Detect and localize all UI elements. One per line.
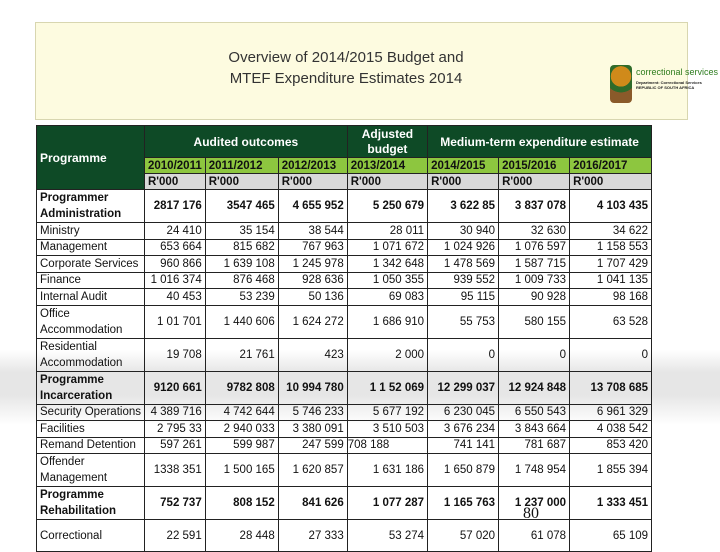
value-cell: 767 963 [278, 239, 347, 256]
programme-label: Programme Rehabilitation [37, 487, 145, 520]
value-cell: 1 650 879 [428, 454, 499, 487]
value-cell: 90 928 [499, 289, 570, 306]
value-cell: 30 940 [428, 223, 499, 240]
page-number: 80 [523, 505, 539, 522]
table-row [37, 239, 652, 256]
value-cell: 1 855 394 [570, 454, 652, 487]
value-cell: 38 544 [278, 223, 347, 240]
value-cell: 98 168 [570, 289, 652, 306]
title-banner [35, 22, 719, 120]
value-cell: 28 448 [205, 520, 278, 552]
table-row [37, 190, 652, 223]
value-cell: 63 528 [570, 305, 652, 338]
value-cell: 12 299 037 [428, 371, 499, 404]
value-cell: 781 687 [499, 437, 570, 454]
value-cell: 599 987 [205, 437, 278, 454]
value-cell: 55 753 [428, 305, 499, 338]
value-cell: 423 [278, 338, 347, 371]
slide-title [186, 47, 506, 89]
table-row [37, 421, 652, 438]
coat-of-arms-icon [610, 65, 632, 103]
value-cell: 22 591 [145, 520, 206, 552]
value-cell: 1 024 926 [428, 239, 499, 256]
programme-label: Programmer Administration [37, 190, 145, 223]
value-cell: 808 152 [205, 487, 278, 520]
value-cell: 24 410 [145, 223, 206, 240]
programme-label: Programme Incarceration [37, 371, 145, 404]
value-cell: 1 041 135 [570, 272, 652, 289]
value-cell: 0 [499, 338, 570, 371]
unit-header: R'000 [205, 174, 278, 190]
value-cell: 1 016 374 [145, 272, 206, 289]
value-cell: 939 552 [428, 272, 499, 289]
programme-label: Management [37, 239, 145, 256]
unit-header: R'000 [145, 174, 206, 190]
table-row [37, 437, 652, 454]
value-cell: 1 587 715 [499, 256, 570, 273]
programme-label: Facilities [37, 421, 145, 438]
value-cell: 57 020 [428, 520, 499, 552]
value-cell: 61 078 [499, 520, 570, 552]
table-row [37, 289, 652, 306]
table-row [37, 272, 652, 289]
value-cell: 1338 351 [145, 454, 206, 487]
year-header: 2014/2015 [428, 158, 499, 174]
value-cell: 2 000 [347, 338, 427, 371]
programme-label: Offender Management [37, 454, 145, 487]
unit-header: R'000 [278, 174, 347, 190]
value-cell: 3 510 503 [347, 421, 427, 438]
value-cell: 1 237 000 [499, 487, 570, 520]
programme-label: Security Operations [37, 404, 145, 421]
value-cell: 1 245 978 [278, 256, 347, 273]
value-cell: 597 261 [145, 437, 206, 454]
value-cell: 580 155 [499, 305, 570, 338]
value-cell: 841 626 [278, 487, 347, 520]
value-cell: 1 440 606 [205, 305, 278, 338]
value-cell: 752 737 [145, 487, 206, 520]
programme-label: Remand Detention [37, 437, 145, 454]
value-cell: 4 389 716 [145, 404, 206, 421]
value-cell: 2817 176 [145, 190, 206, 223]
value-cell: 1 478 569 [428, 256, 499, 273]
value-cell: 1 071 672 [347, 239, 427, 256]
year-header: 2010/2011 [145, 158, 206, 174]
value-cell: 69 083 [347, 289, 427, 306]
programme-label: Ministry [37, 223, 145, 240]
value-cell: 1 165 763 [428, 487, 499, 520]
table-row [37, 487, 652, 520]
value-cell: 1 158 553 [570, 239, 652, 256]
value-cell: 2 940 033 [205, 421, 278, 438]
value-cell: 3 676 234 [428, 421, 499, 438]
table-row [37, 404, 652, 421]
value-cell: 35 154 [205, 223, 278, 240]
value-cell: 1 342 648 [347, 256, 427, 273]
unit-header: R'000 [499, 174, 570, 190]
year-header: 2015/2016 [499, 158, 570, 174]
programme-label: Finance [37, 272, 145, 289]
year-header: 2013/2014 [347, 158, 427, 174]
value-cell: 6 230 045 [428, 404, 499, 421]
value-cell: 5 746 233 [278, 404, 347, 421]
value-cell: 928 636 [278, 272, 347, 289]
value-cell: 21 761 [205, 338, 278, 371]
value-cell: 13 708 685 [570, 371, 652, 404]
table-row [37, 371, 652, 404]
mtef-header: Medium-term expenditure estimate [428, 126, 652, 158]
value-cell: 5 250 679 [347, 190, 427, 223]
value-cell: 1 748 954 [499, 454, 570, 487]
value-cell: 1 333 451 [570, 487, 652, 520]
value-cell: 1 707 429 [570, 256, 652, 273]
value-cell: 3547 465 [205, 190, 278, 223]
value-cell: 1 076 597 [499, 239, 570, 256]
adjusted-budget-header: Adjusted budget [347, 126, 427, 158]
value-cell: 10 994 780 [278, 371, 347, 404]
unit-header: R'000 [347, 174, 427, 190]
title-line-2: MTEF Expenditure Estimates 2014 [229, 70, 463, 87]
audited-outcomes-header: Audited outcomes [145, 126, 348, 158]
year-header: 2016/2017 [570, 158, 652, 174]
value-cell: 27 333 [278, 520, 347, 552]
value-cell: 95 115 [428, 289, 499, 306]
value-cell: 32 630 [499, 223, 570, 240]
value-cell: 3 837 078 [499, 190, 570, 223]
value-cell: 2 795 33 [145, 421, 206, 438]
value-cell: 1 620 857 [278, 454, 347, 487]
value-cell: 1 050 355 [347, 272, 427, 289]
title-line-1: Overview of 2014/2015 Budget and [228, 49, 464, 66]
value-cell: 1 009 733 [499, 272, 570, 289]
value-cell: 1 686 910 [347, 305, 427, 338]
value-cell: 1 1 52 069 [347, 371, 427, 404]
value-cell: 5 677 192 [347, 404, 427, 421]
programme-label: Internal Audit [37, 289, 145, 306]
value-cell: 50 136 [278, 289, 347, 306]
value-cell: 853 420 [570, 437, 652, 454]
logo-subtitle: Department: Correctional Services REPUBLIC OF SOUTH AFRICA [636, 80, 702, 90]
value-cell: 1 631 186 [347, 454, 427, 487]
value-cell: 4 742 644 [205, 404, 278, 421]
year-header: 2011/2012 [205, 158, 278, 174]
value-cell: 65 109 [570, 520, 652, 552]
value-cell: 4 103 435 [570, 190, 652, 223]
programme-label: Residential Accommodation [37, 338, 145, 371]
programme-label: Correctional [37, 520, 145, 552]
value-cell: 247 599 [278, 437, 347, 454]
table-row [37, 454, 652, 487]
year-header: 2012/2013 [278, 158, 347, 174]
value-cell: 40 453 [145, 289, 206, 306]
logo-brand: correctional services [636, 67, 719, 77]
value-cell: 3 380 091 [278, 421, 347, 438]
value-cell: 815 682 [205, 239, 278, 256]
table-row [37, 305, 652, 338]
value-cell: 6 550 543 [499, 404, 570, 421]
value-cell: 1 500 165 [205, 454, 278, 487]
value-cell: 1 639 108 [205, 256, 278, 273]
value-cell: 876 468 [205, 272, 278, 289]
value-cell: 28 011 [347, 223, 427, 240]
value-cell: 53 274 [347, 520, 427, 552]
unit-header: R'000 [428, 174, 499, 190]
value-cell: 1 624 272 [278, 305, 347, 338]
value-cell: 4 655 952 [278, 190, 347, 223]
value-cell: 960 866 [145, 256, 206, 273]
value-cell: 1 01 701 [145, 305, 206, 338]
value-cell: 708 188 [347, 437, 427, 454]
value-cell: 1 077 287 [347, 487, 427, 520]
value-cell: 34 622 [570, 223, 652, 240]
table-row [37, 223, 652, 240]
programme-label: Office Accommodation [37, 305, 145, 338]
value-cell: 53 239 [205, 289, 278, 306]
correctional-services-logo [610, 65, 720, 105]
budget-table [36, 125, 652, 552]
value-cell: 4 038 542 [570, 421, 652, 438]
unit-header: R'000 [570, 174, 652, 190]
value-cell: 3 843 664 [499, 421, 570, 438]
value-cell: 19 708 [145, 338, 206, 371]
value-cell: 741 141 [428, 437, 499, 454]
value-cell: 0 [570, 338, 652, 371]
value-cell: 3 622 85 [428, 190, 499, 223]
table-row [37, 338, 652, 371]
value-cell: 0 [428, 338, 499, 371]
value-cell: 9782 808 [205, 371, 278, 404]
value-cell: 653 664 [145, 239, 206, 256]
programme-label: Corporate Services [37, 256, 145, 273]
programme-header: Programme [37, 126, 145, 190]
value-cell: 12 924 848 [499, 371, 570, 404]
table-row [37, 256, 652, 273]
value-cell: 6 961 329 [570, 404, 652, 421]
value-cell: 9120 661 [145, 371, 206, 404]
table-row [37, 520, 652, 552]
